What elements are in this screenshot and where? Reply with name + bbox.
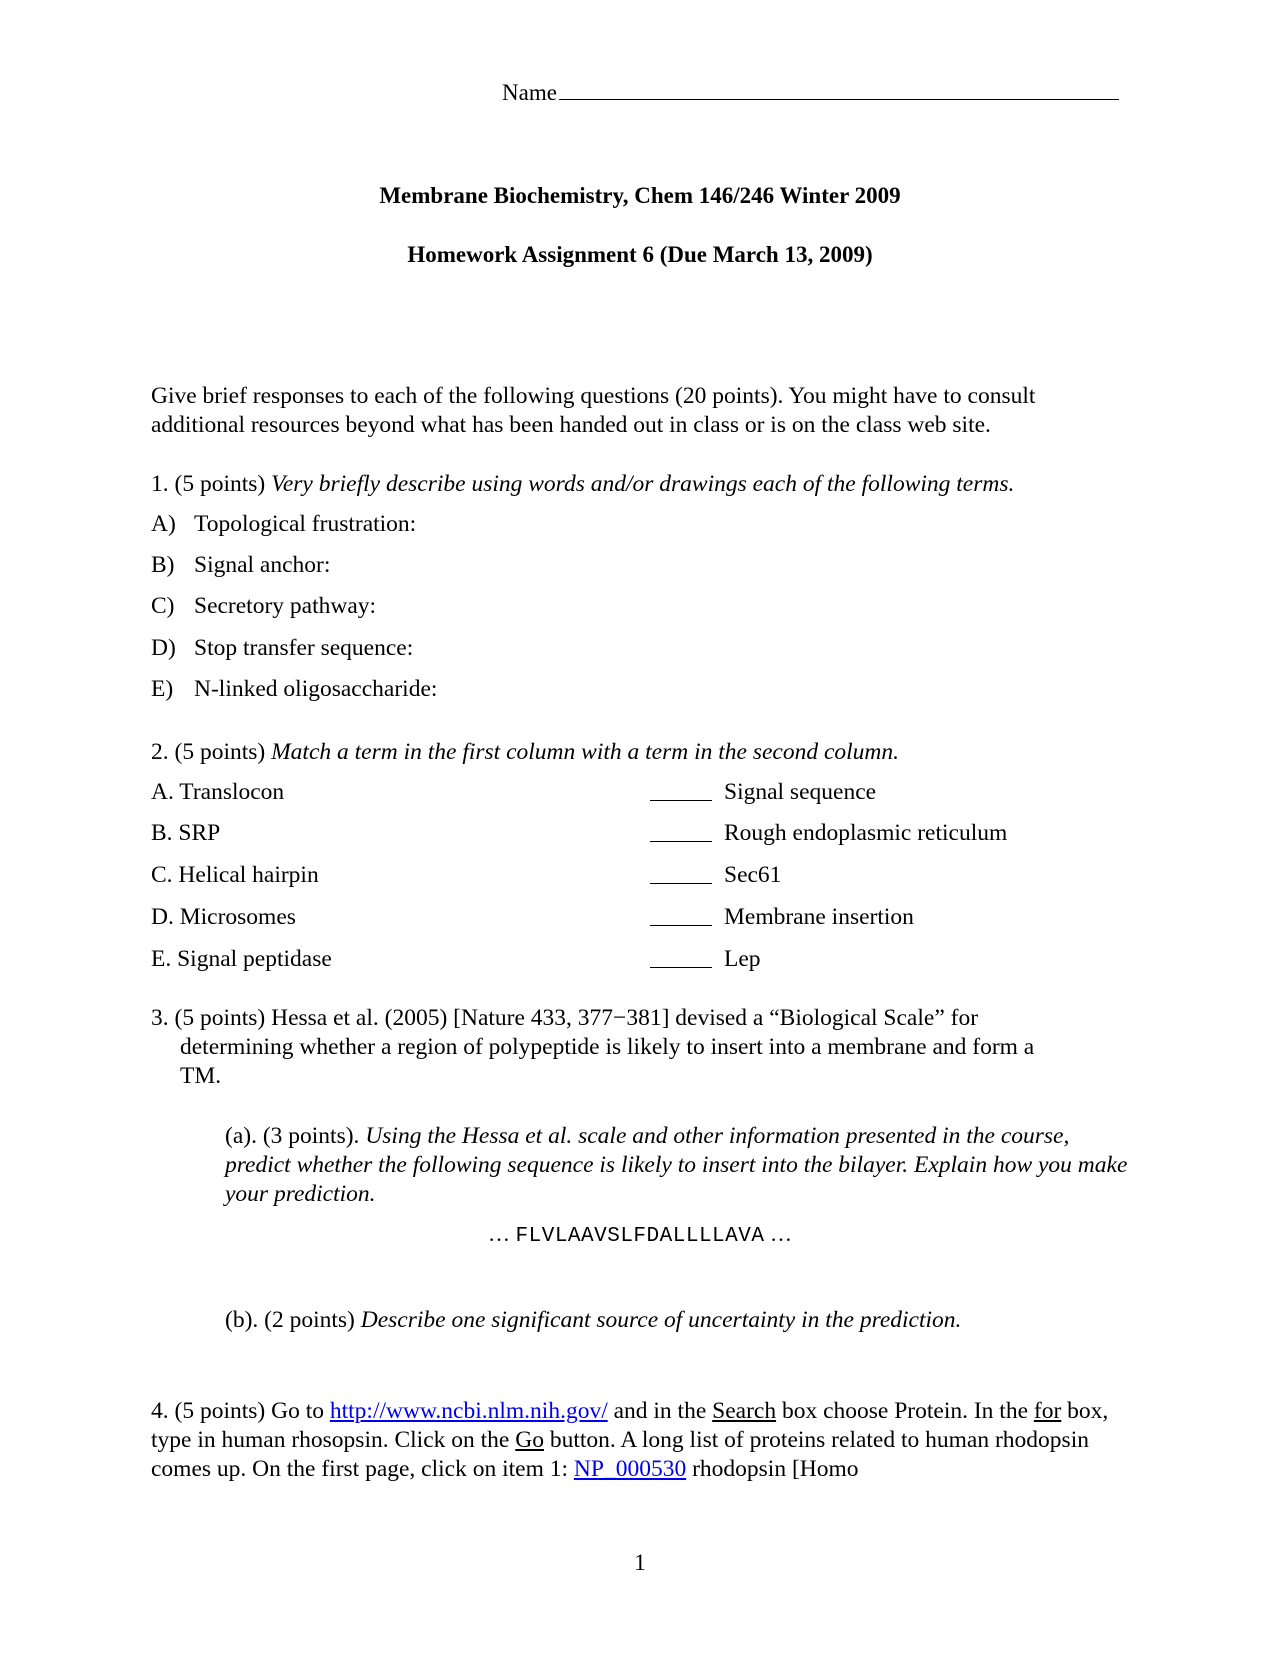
match-right-term: Rough endoplasmic reticulum xyxy=(724,820,1008,846)
course-title: Membrane Biochemistry, Chem 146/246 Winter 2009 xyxy=(379,183,901,208)
term-text: Secretory pathway: xyxy=(194,593,377,619)
question-3a-instruction: Using the Hessa et al. scale and other information presented in the course, predict whether the following sequence is likely to insert into the bilayer. Explain how you make your prediction. xyxy=(225,1123,1128,1207)
go-reference: Go xyxy=(515,1427,544,1453)
sequence-ellipsis-right: … xyxy=(769,1221,792,1246)
term-text: Topological frustration: xyxy=(194,511,417,537)
match-left-term: A. Translocon xyxy=(151,779,285,805)
match-left-term: D. Microsomes xyxy=(151,904,296,930)
match-answer-blank[interactable] xyxy=(650,778,712,809)
question-3a xyxy=(225,1122,1130,1209)
question-3b-instruction: Describe one significant source of uncertainty in the prediction. xyxy=(360,1307,962,1333)
name-label: Name xyxy=(502,80,557,105)
match-right-term: Membrane insertion xyxy=(724,904,914,930)
match-answer-blank[interactable] xyxy=(650,945,712,976)
question-4-text-part: box, type in human rhosopsin. Click on the xyxy=(151,1398,1109,1453)
intro-paragraph: Give brief responses to each of the following questions (20 points). You might have to consult additional resources beyond what has been handed out in class or is on the class web site. xyxy=(151,383,1036,438)
for-reference: for xyxy=(1033,1398,1062,1424)
page-number: 1 xyxy=(634,1550,646,1575)
search-reference: Search xyxy=(712,1398,777,1424)
match-left-term: B. SRP xyxy=(151,820,221,846)
question-3b xyxy=(225,1306,961,1335)
term-letter: B) xyxy=(151,552,175,578)
match-answer-blank[interactable] xyxy=(650,903,712,934)
question-4-text xyxy=(151,1397,1141,1484)
peptide-sequence xyxy=(0,1219,1280,1251)
question-3-line: determining whether a region of polypeptide is likely to insert into a membrane and form a xyxy=(180,1034,1035,1060)
question-3-line: TM. xyxy=(180,1063,222,1089)
question-4-text-part: rhodopsin [Homo xyxy=(686,1456,859,1482)
question-1-prefix: 1. (5 points) xyxy=(151,471,272,497)
match-answer-blank[interactable] xyxy=(650,819,712,850)
question-4-text-part: and in the xyxy=(607,1398,713,1424)
term-letter: A) xyxy=(151,511,176,537)
sequence-text: FLVLAAVSLFDALLLLAVA xyxy=(515,1225,765,1248)
term-text: Stop transfer sequence: xyxy=(194,635,414,661)
question-1-heading xyxy=(151,470,1014,499)
ncbi-link[interactable]: http://www.ncbi.nlm.nih.gov/ xyxy=(329,1398,608,1424)
match-right-term: Sec61 xyxy=(724,862,782,888)
term-letter: C) xyxy=(151,593,175,619)
question-3a-prefix: (a). (3 points). xyxy=(225,1123,366,1149)
question-4-text-part: 4. (5 points) Go to xyxy=(151,1398,330,1424)
question-3-line: 3. (5 points) Hessa et al. (2005) [Nature 433, 377−381] devised a “Biological Scale” for xyxy=(151,1005,979,1031)
term-item xyxy=(151,634,413,663)
term-text: N-linked oligosaccharide: xyxy=(194,676,438,702)
term-text: Signal anchor: xyxy=(194,552,331,578)
name-field xyxy=(502,76,1119,107)
term-letter: E) xyxy=(151,676,174,702)
term-item xyxy=(151,592,376,621)
np-000530-link[interactable]: NP_000530 xyxy=(573,1456,687,1482)
sequence-ellipsis-left: … xyxy=(488,1221,511,1246)
question-3-text xyxy=(151,1004,1131,1091)
match-right-term: Signal sequence xyxy=(724,779,877,805)
term-item xyxy=(151,551,330,580)
match-answer-blank[interactable] xyxy=(650,861,712,892)
question-2-heading xyxy=(151,738,899,767)
question-1-instruction: Very briefly describe using words and/or drawings each of the following terms. xyxy=(271,471,1015,497)
name-blank-line xyxy=(559,76,1119,100)
question-2-instruction: Match a term in the first column with a term in the second column. xyxy=(271,739,899,765)
match-left-term: C. Helical hairpin xyxy=(151,862,319,888)
question-3b-prefix: (b). (2 points) xyxy=(225,1307,361,1333)
assignment-title: Homework Assignment 6 (Due March 13, 2009) xyxy=(407,242,873,267)
question-2-prefix: 2. (5 points) xyxy=(151,739,272,765)
term-letter: D) xyxy=(151,635,176,661)
match-left-term: E. Signal peptidase xyxy=(151,946,332,972)
question-4-text-part: button. A long list of proteins related to human rhodopsin comes up. On the first page, click on item 1: xyxy=(151,1427,1089,1482)
term-item xyxy=(151,675,437,704)
question-4-text-part: box choose Protein. In the xyxy=(776,1398,1034,1424)
match-right-term: Lep xyxy=(724,946,761,972)
term-item xyxy=(151,510,416,539)
